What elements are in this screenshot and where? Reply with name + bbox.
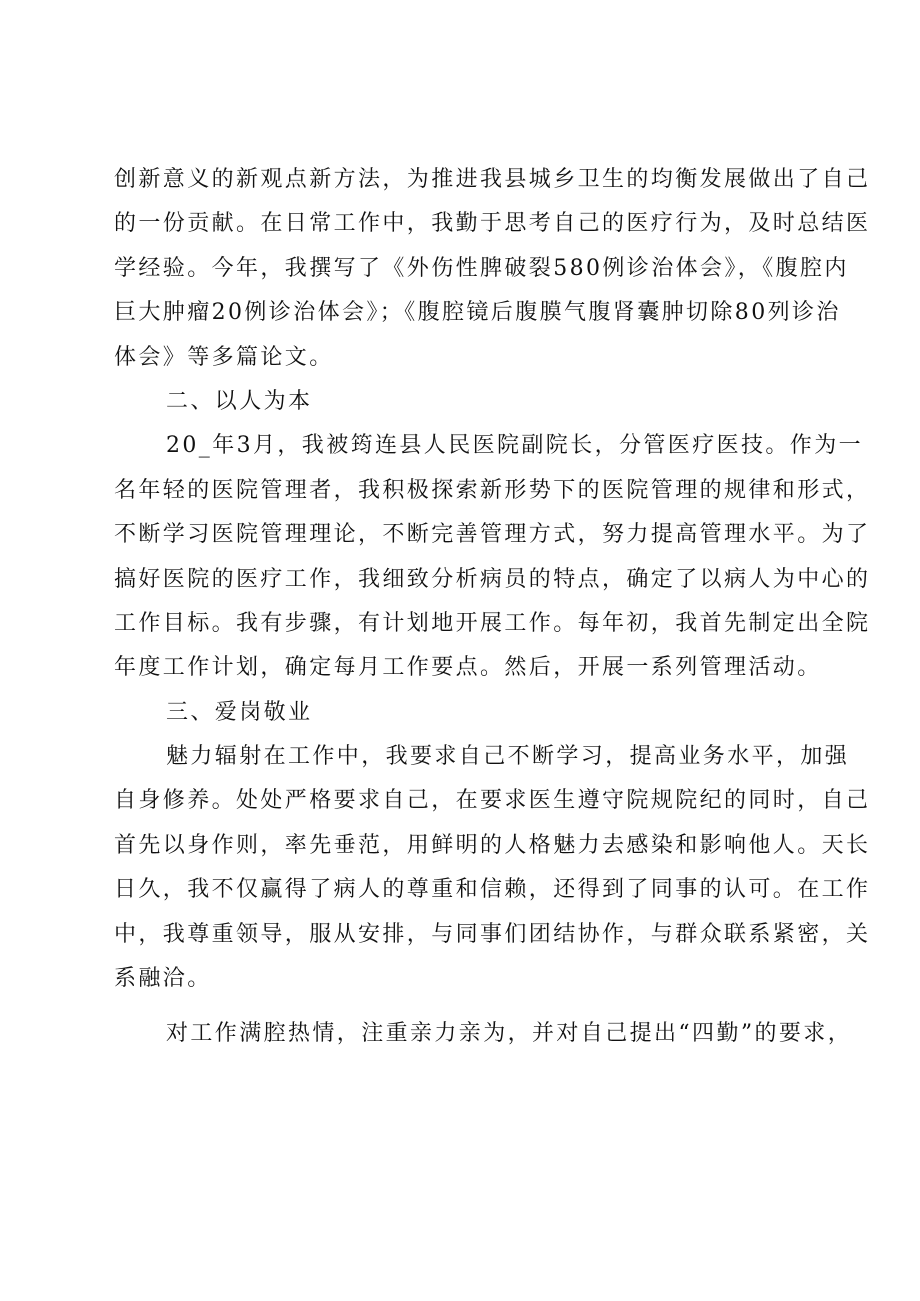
text-line: 首先以身作则，率先垂范，用鲜明的人格魅力去感染和影响他人。天长 [114, 832, 871, 858]
text-line: 年度工作计划，确定每月工作要点。然后，开展一系列管理活动。 [114, 655, 822, 681]
text-line: 创新意义的新观点新方法，为推进我县城乡卫生的均衡发展做出了自己 [114, 167, 871, 192]
text-line: 系融洽。 [114, 966, 212, 992]
text-line: 自身修养。处处严格要求自己，在要求医生遵守院规院纪的同时，自己 [114, 788, 871, 814]
text-line: 的一份贡献。在日常工作中，我勤于思考自己的医疗行为，及时总结医 [114, 211, 871, 237]
text-line: 名年轻的医院管理者，我积极探索新形势下的医院管理的规律和形式， [114, 477, 871, 503]
text-line: 学经验。今年，我撰写了《外伤性脾破裂580例诊治体会》，《腹腔内 [114, 255, 849, 281]
text-line: 体会》等多篇论文。 [114, 344, 334, 370]
text-line: 不断学习医院管理理论，不断完善管理方式，努力提高管理水平。为了 [114, 522, 871, 548]
text-line: 搞好医院的医疗工作，我细致分析病员的特点，确定了以病人为中心的 [114, 566, 871, 592]
text-line: 魅力辐射在工作中，我要求自己不断学习，提高业务水平，加强 [166, 744, 850, 770]
text-line: 中，我尊重领导，服从安排，与同事们团结协作，与群众联系紧密，关 [114, 921, 871, 947]
document-body [114, 158, 871, 1057]
text-line: 日久，我不仅赢得了病人的尊重和信赖，还得到了同事的认可。在工作 [114, 877, 871, 903]
text-line: 20_年3月，我被筠连县人民医院副院长，分管医疗医技。作为一 [166, 433, 863, 459]
text-line: 巨大肿瘤20例诊治体会》；《腹腔镜后腹膜气腹肾囊肿切除80列诊治 [114, 300, 841, 326]
text-line: 对工作满腔热情，注重亲力亲为，并对自己提出“四勤”的要求， [166, 1021, 853, 1047]
section-heading-2: 二、以人为本 [166, 388, 313, 414]
text-line: 工作目标。我有步骤，有计划地开展工作。每年初，我首先制定出全院 [114, 610, 871, 636]
section-heading-3: 三、爱岗敬业 [166, 699, 313, 725]
